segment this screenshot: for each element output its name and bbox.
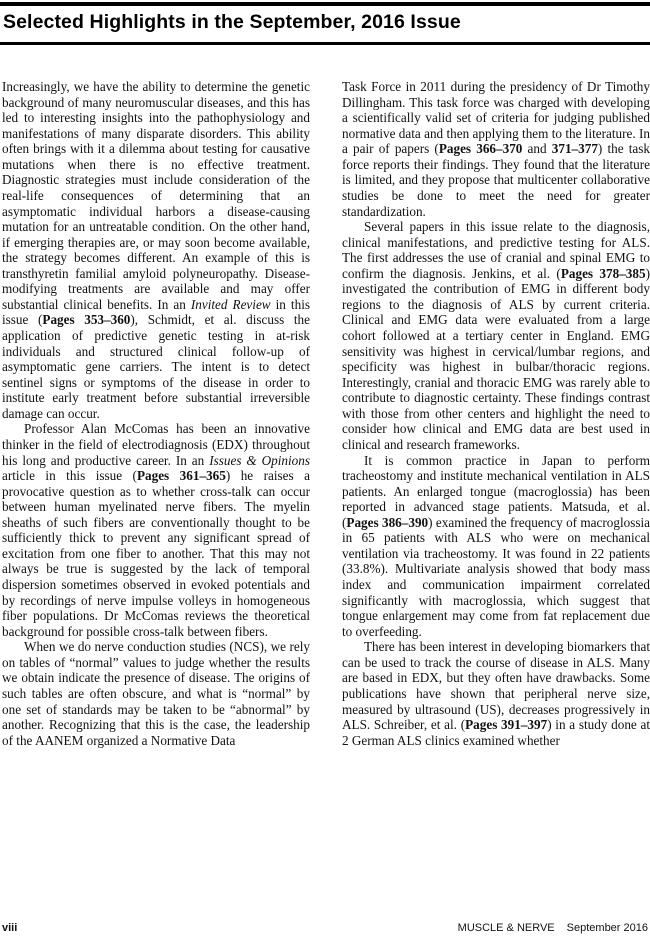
text-run: It is common practice in Japan to perform tracheostomy and institute mechanical ventilation in ALS patients. An enlarged tongue (macroglossia) has been reported in advanced stage patients. Matsuda, et al. ( bbox=[342, 452, 650, 530]
text-run: ) investigated the contribution of EMG in different body regions to the diagnosis of ALS by current criteria. Clinical and EMG data were evaluated from a large cohort followed at a tertiary center in England. EMG sensitivity was highest in cervical/lumbar regions, and specificity was highest in bulbar/thoracic regions. Interestingly, cranial and thoracic EMG was rarely able to contribute to diagnostic certainty. These findings contrast with those from other centers and highlight the need to consider how clinical and EMG data are best used in clinical and research frameworks. bbox=[342, 265, 650, 452]
text-run: and bbox=[522, 141, 552, 157]
text-run: ) in a study done at 2 German ALS clinics examined whether bbox=[342, 717, 650, 748]
page-reference: Pages 353–360 bbox=[42, 312, 131, 328]
text-run: ) the task force reports their findings. They found that the literature is limited, and they propose that multicenter collaborative studies be done to meet the need for greater standardization. bbox=[342, 141, 650, 219]
article-type: Invited Review bbox=[190, 296, 271, 312]
paragraph-normative-data-continued bbox=[342, 79, 650, 219]
text-run: When we do nerve conduction studies (NCS), we rely on tables of “normal” values to judge whether the results we obtain indicate the presence of disease. The origins of such tables are often obscure, and what is “normal” by one set of standards may be taken to be “abnormal” by another. Recognizing that this is the case, the leadership of the AANEM organized a Normative Data bbox=[2, 639, 310, 748]
page-title: Selected Highlights in the September, 2016 Issue bbox=[3, 11, 461, 33]
right-column bbox=[342, 79, 650, 748]
paragraph-normative-data bbox=[2, 639, 310, 748]
page-reference: Pages 386–390 bbox=[346, 514, 429, 530]
text-run: ), Schmidt, et al. discuss the application of predictive genetic testing in at-risk individuals and structured clinical follow-up of asymptomatic gene carriers. The intent is to detect sentinel signs or symptoms of the disease in order to institute early treatment before substantial irreversible damage can occur. bbox=[2, 312, 310, 421]
header-top-rule bbox=[0, 2, 650, 6]
left-column bbox=[2, 79, 310, 748]
issue-date: September 2016 bbox=[566, 922, 648, 934]
text-run: Several papers in this issue relate to the diagnosis, clinical manifestations, and predictive testing for ALS. The first addresses the use of cranial and spinal EMG to confirm the diagnosis. Jenkins, et al. ( bbox=[342, 219, 650, 281]
paragraph-als-emg bbox=[342, 219, 650, 452]
paragraph-macroglossia bbox=[342, 453, 650, 640]
text-run: Task Force in 2011 during the presidency of Dr Timothy Dillingham. This task force was charged with developing a scientifically valid set of criteria for judging published normative data and then applying them to the literature. In a pair of papers ( bbox=[342, 79, 650, 157]
page-reference: Pages 366–370 bbox=[438, 141, 523, 157]
paragraph-biomarkers bbox=[342, 639, 650, 748]
text-run: There has been interest in developing biomarkers that can be used to track the course of disease in ALS. Many are based in EDX, but they often have drawbacks. Some publications have shown that peripheral nerve size, measured by ultrasound (US), decreases progressively in ALS. Schreiber, et al. ( bbox=[342, 639, 650, 733]
text-run: Increasingly, we have the ability to determine the genetic background of many neuromuscular diseases, and this has led to interesting insights into the pathophysiology and manifestations of many disparate disorders. This ability often brings with it a dilemma about testing for causative mutations when there is no effective treatment. Diagnostic strategies must include consideration of the real-life consequences of determining that an asymptomatic individual harbors a disease-causing mutation for an untreatable condition. On the other hand, if emerging therapies are, or may soon become available, the strategy becomes different. An example of this is transthyretin familial amyloid polyneuropathy. Disease-modifying treatments are available and may offer substantial clinical benefits. In an bbox=[2, 79, 310, 312]
header-bottom-rule bbox=[0, 42, 650, 45]
running-footer bbox=[458, 922, 648, 934]
paragraph-genetic-testing bbox=[2, 79, 310, 421]
paragraph-cross-talk bbox=[2, 421, 310, 639]
article-type: Issues & Opinions bbox=[209, 452, 310, 468]
page-number: viii bbox=[2, 922, 18, 934]
page-reference: 371–377 bbox=[551, 141, 598, 157]
text-run: ) examined the frequency of macroglossia in 65 patients with ALS who were on mechanical ventilation via tracheostomy. It was found in 22 patients (33.8%). Multivariate analysis showed that body mass index and communication impairment correlated significantly with macroglossia, which suggest that tongue enlargement may come from fat replacement due to overfeeding. bbox=[342, 514, 650, 639]
text-run: Professor Alan McComas has been an innovative thinker in the field of electrodiagnosis (EDX) throughout his long and productive career. In an bbox=[2, 421, 310, 468]
text-run: in this issue ( bbox=[2, 296, 310, 328]
text-run: article in this issue ( bbox=[2, 468, 137, 484]
page-reference: Pages 378–385 bbox=[560, 265, 646, 281]
page-reference: Pages 391–397 bbox=[465, 717, 548, 733]
journal-name: MUSCLE & NERVE bbox=[457, 922, 555, 934]
page-footer bbox=[0, 922, 650, 938]
text-run: ) he raises a provocative question as to whether cross-talk can occur between human myelinated nerve fibers. The myelin sheaths of such fibers are conventionally thought to be sufficiently thick to prevent any significant spread of excitation from one fiber to another. That this may not always be true is suggested by the lack of temporal dispersion sometimes observed in evoked potentials and by recordings of nerve impulse volleys in homogeneous fiber populations. Dr McComas reviews the theoretical background for possible cross-talk between fibers. bbox=[2, 468, 310, 639]
page-reference: Pages 361–365 bbox=[136, 468, 226, 484]
